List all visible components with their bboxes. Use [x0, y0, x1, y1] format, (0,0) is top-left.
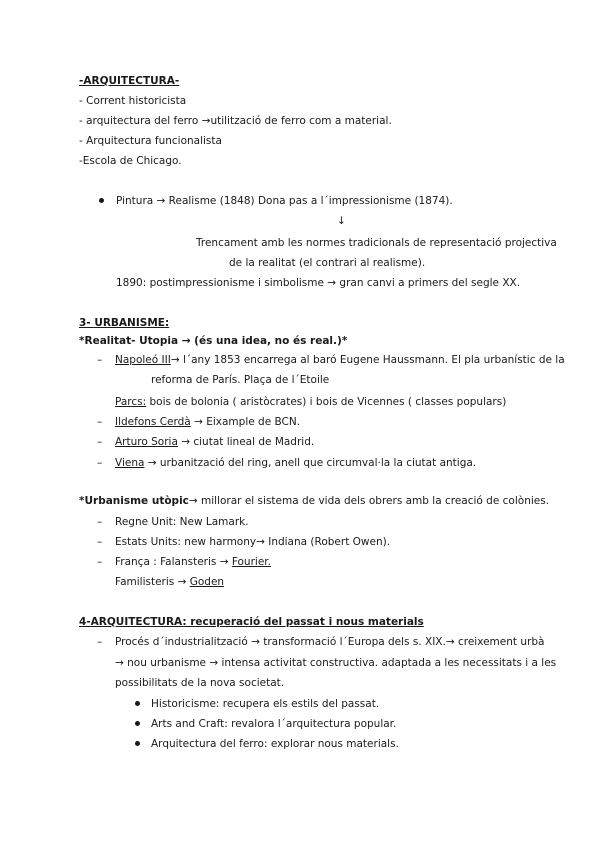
arq4-bullet-item: Arquitectura del ferro: explorar nous materials.	[151, 738, 399, 750]
list-item	[115, 353, 565, 367]
arquitectura-heading: -ARQUITECTURA-	[79, 75, 180, 87]
familisteris-name: Goden	[189, 576, 225, 588]
list-item	[115, 435, 314, 449]
list-item: Regne Unit: New Lamark.	[115, 516, 249, 528]
bullet-icon	[135, 741, 140, 746]
cerda-text: → Eixample de BCN.	[190, 416, 301, 428]
list-item	[115, 555, 271, 569]
bullet-icon	[99, 198, 104, 203]
parcs-label: Parcs:	[115, 396, 147, 408]
arq4-text: Procés d´industrialització → transformació l´Europa dels s. XIX.→ creixement urbà	[115, 636, 545, 648]
postimpressionisme-line: 1890: postimpressionisme i simbolisme → gran canvi a primers del segle XX.	[116, 277, 521, 289]
list-item: Estats Units: new harmony→ Indiana (Robert Owen).	[115, 536, 391, 548]
napoleo-name: Napoleó III	[115, 354, 171, 366]
dash-marker: –	[97, 416, 103, 428]
dash-marker: –	[97, 516, 103, 528]
arq4-heading: 4-ARQUITECTURA: recuperació del passat i nous materials	[79, 616, 424, 628]
dash-marker: –	[97, 354, 103, 366]
utopic-line	[79, 494, 549, 508]
list-item	[115, 575, 224, 589]
utopic-text: → millorar el sistema de vida dels obrers amb la creació de colònies.	[188, 495, 550, 507]
parcs-text: bois de bolonia ( aristòcrates) i bois de Vicennes ( classes populars)	[146, 396, 507, 408]
napoleo-text-cont: reforma de París. Plaça de l´Etoile	[151, 374, 330, 386]
arq4-bullet-item: Historicisme: recupera els estils del passat.	[151, 698, 380, 710]
franca-label: França : Falansteris →	[115, 556, 232, 568]
viena-name: Viena	[115, 457, 145, 469]
arquitectura-item: - Corrent historicista	[79, 95, 187, 107]
dash-marker: –	[97, 457, 103, 469]
arrow-down-icon: ↓	[337, 215, 346, 227]
trencament-line: Trencament amb les normes tradicionals de representació projectiva	[196, 237, 557, 249]
arq4-text: → nou urbanisme → intensa activitat constructiva. adaptada a les necessitats i a les	[115, 657, 557, 669]
dash-marker: –	[97, 536, 103, 548]
dash-marker: –	[97, 636, 103, 648]
arq4-bullet-item: Arts and Craft: revalora l´arquitectura popular.	[151, 718, 397, 730]
arquitectura-item: - Arquitectura funcionalista	[79, 135, 222, 147]
soria-text: → ciutat lineal de Madrid.	[177, 436, 315, 448]
soria-name: Arturo Soria	[115, 436, 178, 448]
arquitectura-item: - arquitectura del ferro →utilització de ferro com a material.	[79, 115, 392, 127]
bullet-icon	[135, 721, 140, 726]
list-item	[115, 456, 476, 470]
napoleo-text: → l´any 1853 encarrega al baró Eugene Haussmann. El pla urbanístic de la	[170, 354, 565, 366]
pintura-line: Pintura → Realisme (1848) Dona pas a l´impressionisme (1874).	[116, 195, 453, 207]
list-item	[115, 395, 506, 409]
urbanisme-subheading: *Realitat- Utopia → (és una idea, no és real.)*	[79, 335, 348, 347]
franca-name: Fourier.	[231, 556, 271, 568]
familisteris-label: Familisteris →	[115, 576, 190, 588]
dash-marker: –	[97, 556, 103, 568]
arquitectura-item: -Escola de Chicago.	[79, 155, 182, 167]
list-item	[115, 415, 300, 429]
cerda-name: Ildefons Cerdà	[115, 416, 191, 428]
utopic-heading: *Urbanisme utòpic	[79, 495, 189, 507]
viena-text: → urbanització del ring, anell que circumval·la la ciutat antiga.	[144, 457, 477, 469]
dash-marker: –	[97, 436, 103, 448]
trencament-line: de la realitat (el contrari al realisme).	[229, 257, 426, 269]
bullet-icon	[135, 701, 140, 706]
urbanisme-heading: 3- URBANISME:	[79, 317, 170, 329]
arq4-text: possibilitats de la nova societat.	[115, 677, 285, 689]
